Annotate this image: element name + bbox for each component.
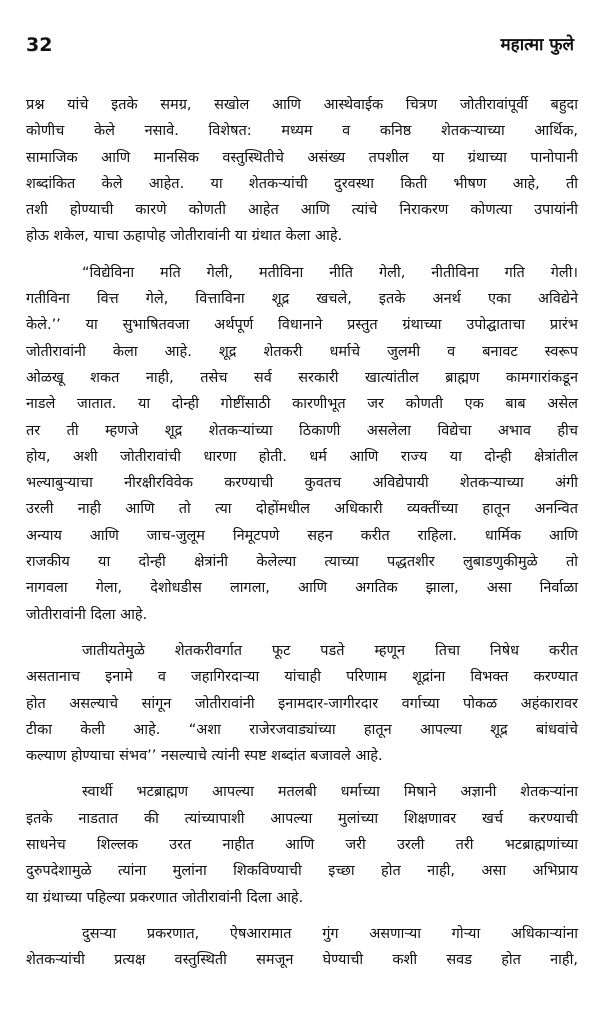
paragraph <box>26 260 578 628</box>
text-line: तशी होण्याची कारणे कोणती आहेत आणि त्यांचे निराकरण कोणत्या उपायांनी <box>26 202 578 219</box>
text-line: साधनेच शिल्लक उरत नाहीत आणि जरी उरली तरी भटब्राह्मणांच्या <box>26 837 578 854</box>
text-line: इतके नाडतात की त्यांच्यापाशी आपल्या मुलांच्या शिक्षणावर खर्च करण्याची <box>26 810 578 827</box>
text-line: शब्दांकित केले आहेत. या शेतकऱ्यांची दुरवस्था किती भीषण आहे, ती <box>26 175 578 192</box>
text-line: होय, अशी जोतीरावांची धारणा होती. धर्म आणि राज्य या दोन्ही क्षेत्रांतील <box>26 448 578 465</box>
text-line: ओळखू शकत नाही, तसेच सर्व सरकारी खात्यांतील ब्राह्मण कामगारांकडून <box>26 369 578 386</box>
text-line: कोणीच केले नसावे. विशेषत: मध्यम व कनिष्ठ शेतकऱ्याच्या आर्थिक, <box>26 123 578 140</box>
text-line: कल्याण होण्याचा संभव’’ नसल्याचे त्यांनी स्पष्ट शब्दांत बजावले आहे. <box>26 748 383 765</box>
text-line: जातीयतेमुळे शेतकरीवर्गात फूट पडते म्हणून तिचा निषेध करीत <box>82 642 578 659</box>
text-line: स्वार्थी भटब्राह्मण आपल्या मतलबी धर्माच्या मिषाने अज्ञानी शेतकऱ्यांना <box>82 784 578 801</box>
text-line: प्रश्न यांचे इतके समग्र, सखोल आणि आस्थेवाईक चित्रण जोतीरावांपूर्वी बहुदा <box>26 97 578 113</box>
text-line: दुसऱ्या प्रकरणात, ऐषआरामात गुंग असणाऱ्या गोऱ्या अधिकाऱ्यांना <box>82 925 578 942</box>
paragraph <box>26 779 578 910</box>
text-line: होऊ शकेल, याचा ऊहापोह जोतीरावांनी या ग्रंथात केला आहे. <box>26 228 343 245</box>
text-line: सामाजिक आणि मानसिक वस्तुस्थितीचे असंख्य तपशील या ग्रंथाच्या पानोपानी <box>26 149 578 166</box>
text-line: नागवला गेला, देशोधडीस लागला, आणि अगतिक झाला, असा निर्वाळा <box>26 580 578 597</box>
page-header <box>26 30 574 60</box>
text-line: दुरुपदेशामुळे त्यांना मुलांना शिकविण्याची इच्छा होत नाही, असा अभिप्राय <box>26 863 578 880</box>
text-line: जोतीरावांनी केला आहे. शूद्र शेतकरी धर्माचे जुलमी व बनावट स्वरूप <box>26 343 578 360</box>
text-line: शेतकऱ्यांची प्रत्यक्ष वस्तुस्थिती समजून घेण्याची कशी सवड होत नाही, <box>26 952 578 969</box>
text-line: या ग्रंथाच्या पहिल्या प्रकरणात जोतीरावांनी दिला आहे. <box>26 889 304 906</box>
text-line: नाडले जातात. या दोन्ही गोष्टींसाठी कारणीभूत जर कोणती एक बाब असेल <box>26 396 578 413</box>
text-line: जोतीरावांनी दिला आहे. <box>26 606 148 623</box>
text-line: तर ती म्हणजे शूद्र शेतकऱ्यांच्या ठिकाणी असलेला विद्येचा अभाव हीच <box>26 422 578 439</box>
paragraph <box>26 921 578 974</box>
text-line: उरली नाही आणि तो त्या दोहोंमधील अधिकारी व्यक्तींच्या हातून अनन्वित <box>26 501 578 518</box>
page-number: 32 <box>26 34 53 56</box>
text-line: “विद्येविना मति गेली, मतीविना नीति गेली, नीतीविना गति गेली। <box>82 264 578 281</box>
paragraph <box>26 92 578 250</box>
text-line: असतानाच इनामे व जहागिरदाऱ्या यांचाही परिणाम शूद्रांना विभक्त करण्यात <box>26 669 578 686</box>
running-head: महात्मा फुले <box>500 35 574 55</box>
text-line: अन्याय आणि जाच-जुलूम निमूटपणे सहन करीत राहिला. धार्मिक आणि <box>26 527 578 544</box>
text-line: भल्याबुऱ्याचा नीरक्षीरविवेक करण्याची कुवतच अविद्येपायी शेतकऱ्याच्या अंगी <box>26 475 578 492</box>
text-line: गतीविना वित्त गेले, वित्ताविना शूद्र खचले, इतके अनर्थ एका अविद्येने <box>26 291 578 308</box>
text-line: होत असल्याचे सांगून जोतीरावांनी इनामदार-जागीरदार वर्गाच्या पोकळ अहंकारावर <box>26 695 578 712</box>
body-text <box>26 92 578 984</box>
text-line: टीका केली आहे. “अशा राजेरजवाड्यांच्या हातून आपल्या शूद्र बांधवांचे <box>26 721 578 738</box>
text-line: केले.’’ या सुभाषितवजा अर्थपूर्ण विधानाने प्रस्तुत ग्रंथाच्या उपोद्घाताचा प्रारंभ <box>26 317 578 334</box>
paragraph <box>26 638 578 769</box>
text-line: राजकीय या दोन्ही क्षेत्रांनी केलेल्या त्याच्या पद्धतशीर लुबाडणुकीमुळे तो <box>26 554 578 571</box>
